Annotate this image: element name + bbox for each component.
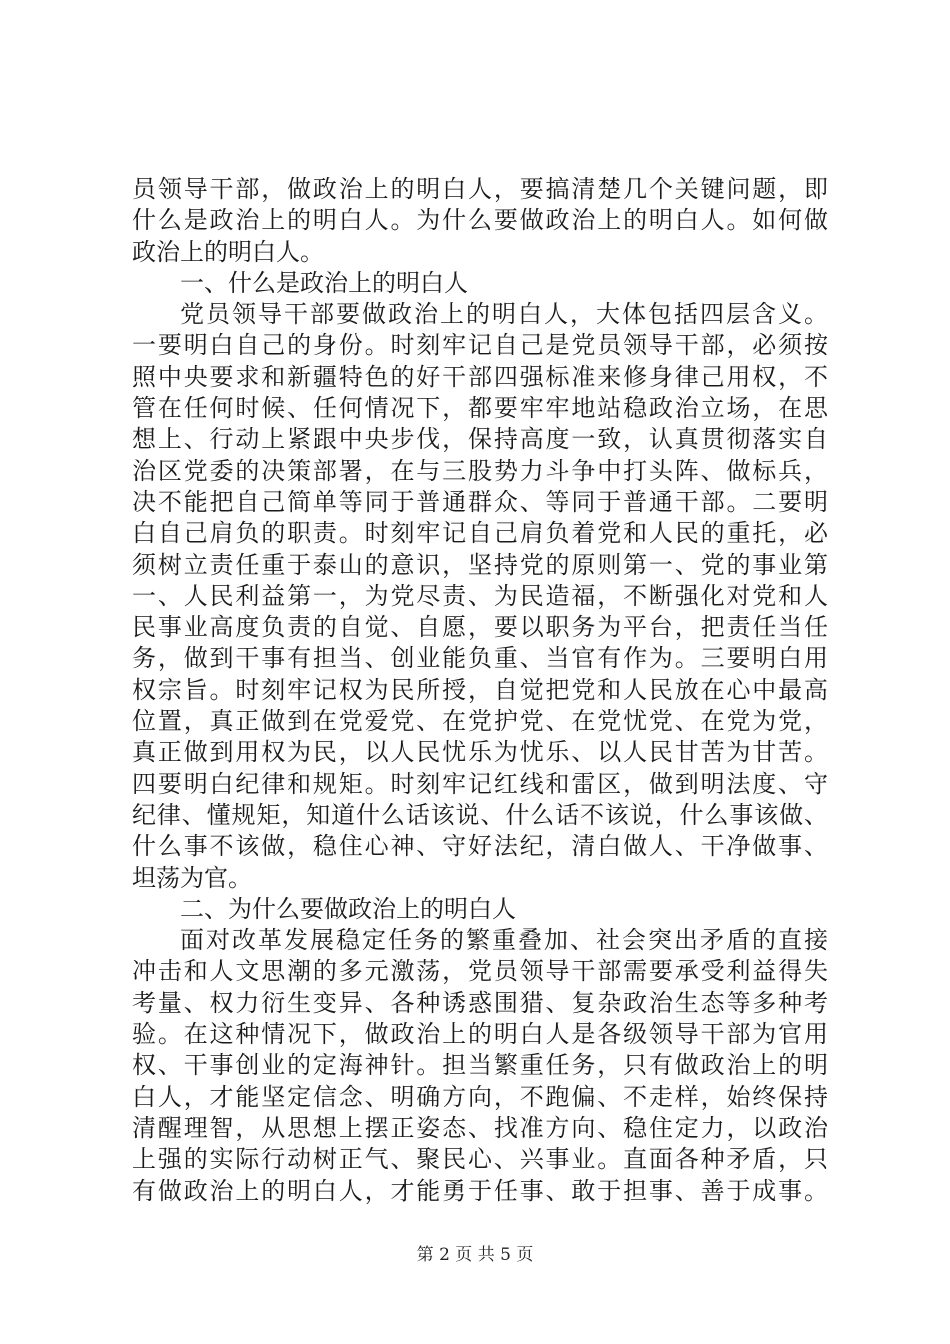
text-line: 白自己肩负的职责。时刻牢记自己肩负着党和人民的重托，必 [132,519,828,548]
text-line: 务，做到干事有担当、创业能负重、当官有作为。三要明白用 [132,644,828,673]
text-line: 什么事不该做，稳住心神、守好法纪，清白做人、干净做事、 [132,832,828,861]
text-line: 员领导干部，做政治上的明白人，要搞清楚几个关键问题，即 [132,175,828,203]
text-line: 真正做到用权为民，以人民忧乐为忧乐、以人民甘苦为甘苦。 [132,738,828,767]
text-line: 治区党委的决策部署，在与三股势力斗争中打头阵、做标兵， [132,456,828,485]
document-body [132,174,828,1207]
text-line: 民事业高度负责的自觉、自愿，要以职务为平台，把责任当任 [132,613,828,642]
text-line: 面对改革发展稳定任务的繁重叠加、社会突出矛盾的直接 [180,926,828,955]
text-line: 一、人民利益第一，为党尽责、为民造福，不断强化对党和人 [132,581,828,610]
text-line: 有做政治上的明白人，才能勇于任事、敢于担事、善于成事。 [132,1176,828,1205]
section-heading: 二、为什么要做政治上的明白人 [180,894,516,923]
text-line: 四要明白纪律和规矩。时刻牢记红线和雷区，做到明法度、守 [132,769,828,798]
text-line: 权、干事创业的定海神针。担当繁重任务，只有做政治上的明 [132,1051,828,1080]
text-line: 冲击和人文思潮的多元激荡，党员领导干部需要承受利益得失 [132,957,828,986]
text-line: 须树立责任重于泰山的意识，坚持党的原则第一、党的事业第 [132,550,828,579]
text-line: 照中央要求和新疆特色的好干部四强标准来修身律己用权，不 [132,362,828,391]
text-line: 验。在这种情况下，做政治上的明白人是各级领导干部为官用 [132,1020,828,1049]
text-line: 政治上的明白人。 [132,237,324,266]
text-line: 权宗旨。时刻牢记权为民所授，自觉把党和人民放在心中最高 [132,675,828,704]
section-heading: 一、什么是政治上的明白人 [180,268,468,297]
text-line: 白人，才能坚定信念、明确方向，不跑偏、不走样，始终保持 [132,1082,828,1111]
text-line: 纪律、懂规矩，知道什么话该说、什么话不该说，什么事该做、 [132,800,828,829]
text-line: 想上、行动上紧跟中央步伐，保持高度一致，认真贯彻落实自 [132,425,828,454]
text-line: 坦荡为官。 [132,863,252,892]
text-line: 清醒理智，从思想上摆正姿态、找准方向、稳住定力，以政治 [132,1113,828,1142]
text-line: 管在任何时候、任何情况下，都要牢牢地站稳政治立场，在思 [132,394,828,423]
text-line: 上强的实际行动树正气、聚民心、兴事业。直面各种矛盾，只 [132,1145,828,1174]
text-line: 一要明白自己的身份。时刻牢记自己是党员领导干部，必须按 [132,331,828,360]
text-line: 位置，真正做到在党爱党、在党护党、在党忧党、在党为党， [132,707,828,736]
text-line: 考量、权力衍生变异、各种诱惑围猎、复杂政治生态等多种考 [132,988,828,1017]
page-footer: 第 2 页 共 5 页 [416,1245,534,1265]
text-line: 什么是政治上的明白人。为什么要做政治上的明白人。如何做 [132,206,828,235]
text-line: 党员领导干部要做政治上的明白人，大体包括四层含义。 [180,300,828,329]
text-line: 决不能把自己简单等同于普通群众、等同于普通干部。二要明 [132,487,828,516]
